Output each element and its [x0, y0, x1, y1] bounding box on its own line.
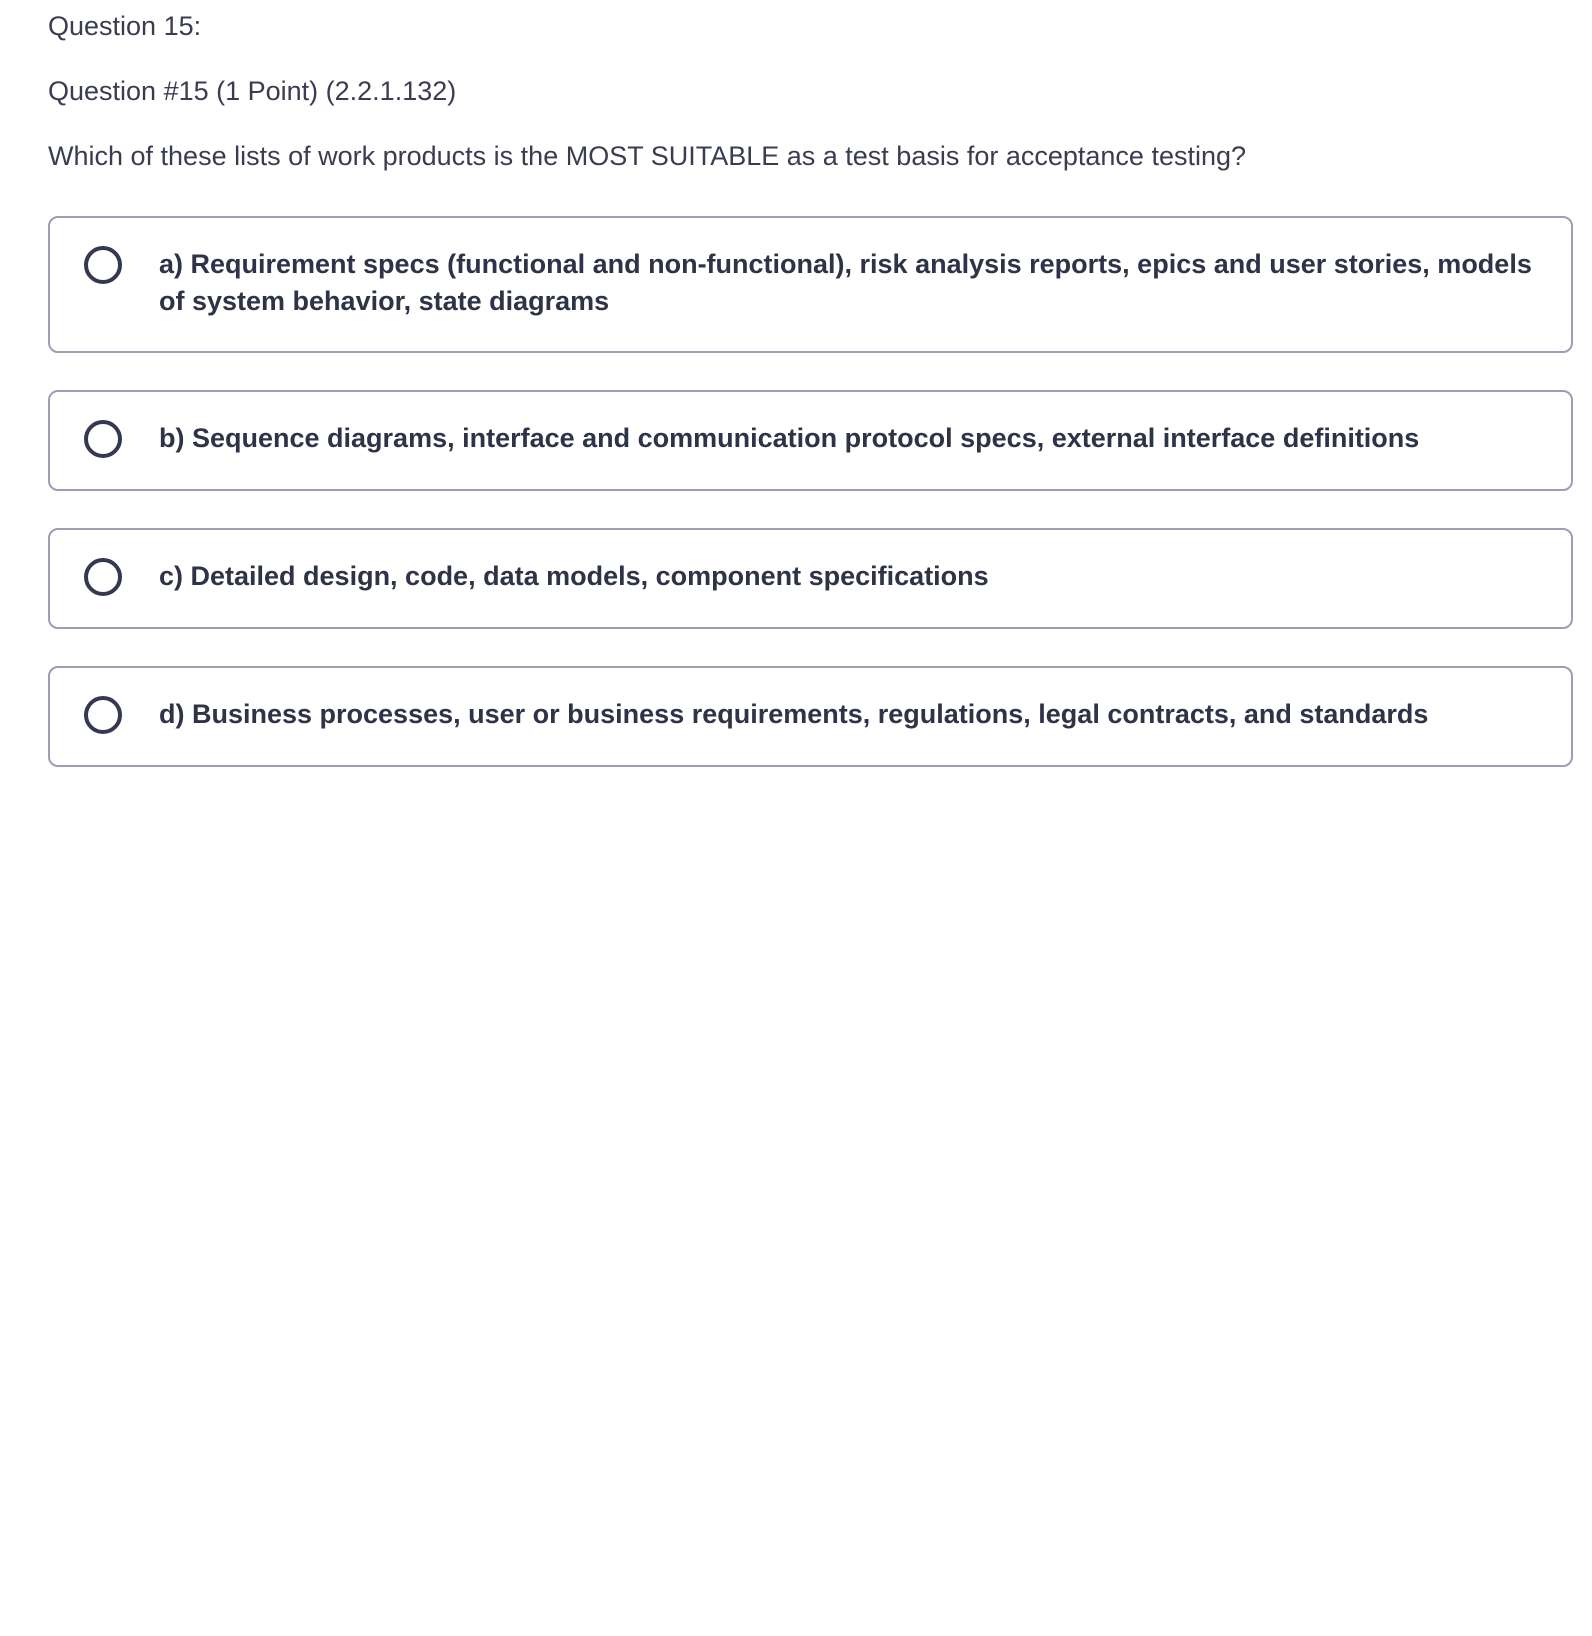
option-row-c[interactable]: [48, 528, 1573, 629]
question-header: Question #15 (1 Point) (2.2.1.132): [48, 76, 457, 106]
option-label-a: a) Requirement specs (functional and non-functional), risk analysis reports, epics and user stories, models of system behavior, state diagrams: [159, 249, 1532, 316]
option-row-d[interactable]: [48, 666, 1573, 767]
option-label-c: c) Detailed design, code, data models, component specifications: [159, 561, 989, 591]
option-row-b[interactable]: [48, 390, 1573, 491]
question-text: Which of these lists of work products is the MOST SUITABLE as a test basis for acceptance testing?: [48, 141, 1247, 171]
question-number-label: Question 15:: [48, 11, 202, 41]
option-label-b: b) Sequence diagrams, interface and communication protocol specs, external interface definitions: [159, 423, 1420, 453]
radio-button-d[interactable]: [84, 696, 122, 734]
radio-button-b[interactable]: [84, 420, 122, 458]
option-row-a[interactable]: [48, 216, 1573, 353]
radio-button-c[interactable]: [84, 558, 122, 596]
option-label-d: d) Business processes, user or business requirements, regulations, legal contracts, and standards: [159, 699, 1429, 729]
options-list: [48, 216, 1573, 767]
radio-button-a[interactable]: [84, 246, 122, 284]
